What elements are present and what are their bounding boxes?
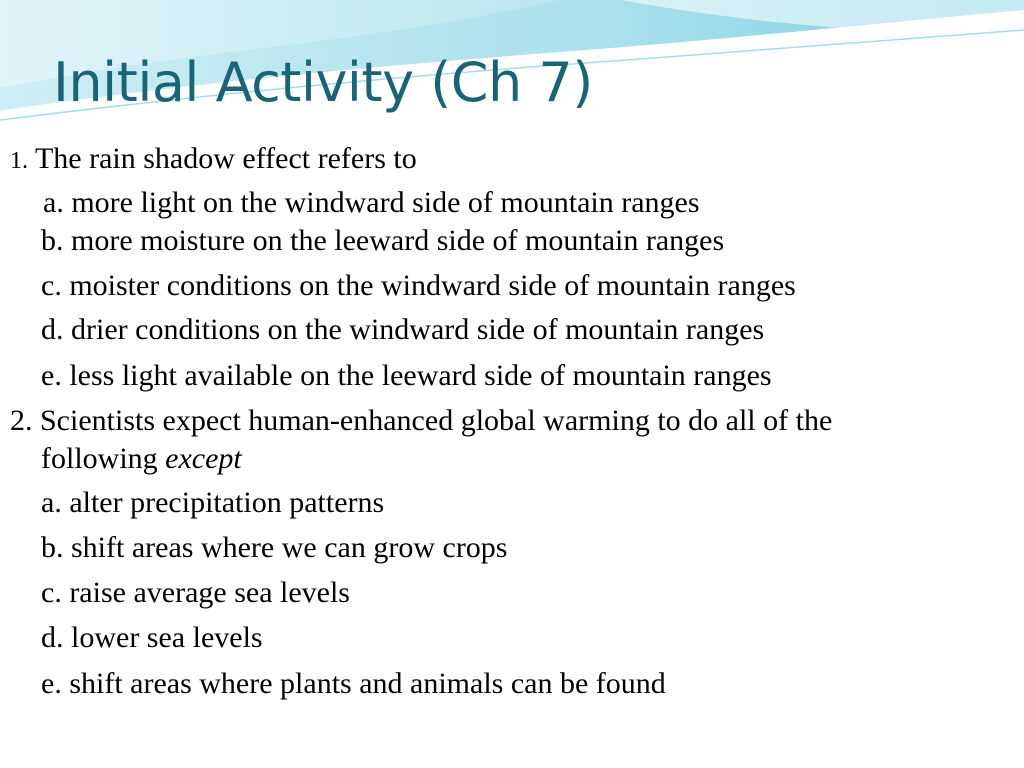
slide-title: Initial Activity (Ch 7) bbox=[53, 51, 593, 114]
question-2-emphasis: except bbox=[165, 442, 242, 475]
question-2-option-a: a. alter precipitation patterns bbox=[41, 486, 385, 519]
question-2-option-e: e. shift areas where plants and animals can be found bbox=[41, 667, 666, 700]
question-1-option-d: d. drier conditions on the windward side of mountain ranges bbox=[41, 313, 765, 346]
question-2-option-c: c. raise average sea levels bbox=[41, 576, 350, 609]
question-2-text-continued bbox=[41, 443, 242, 475]
question-1-text: The rain shadow effect refers to bbox=[34, 142, 417, 175]
question-1-option-e: e. less light available on the leeward side of mountain ranges bbox=[41, 359, 772, 392]
question-1-option-c: c. moister conditions on the windward side of mountain ranges bbox=[41, 269, 796, 302]
question-2-option-b: b. shift areas where we can grow crops bbox=[41, 531, 508, 564]
question-2-text-following: following bbox=[41, 442, 158, 475]
question-1-number: 1. bbox=[10, 148, 28, 174]
question-2-number: 2. bbox=[10, 404, 33, 437]
question-1-option-b: b. more moisture on the leeward side of mountain ranges bbox=[41, 224, 725, 257]
question-1 bbox=[10, 143, 417, 177]
question-2 bbox=[10, 405, 832, 437]
question-2-text: Scientists expect human-enhanced global warming to do all of the bbox=[40, 404, 833, 437]
question-2-option-d: d. lower sea levels bbox=[41, 621, 263, 654]
question-1-option-a: a. more light on the windward side of mountain ranges bbox=[43, 186, 700, 219]
